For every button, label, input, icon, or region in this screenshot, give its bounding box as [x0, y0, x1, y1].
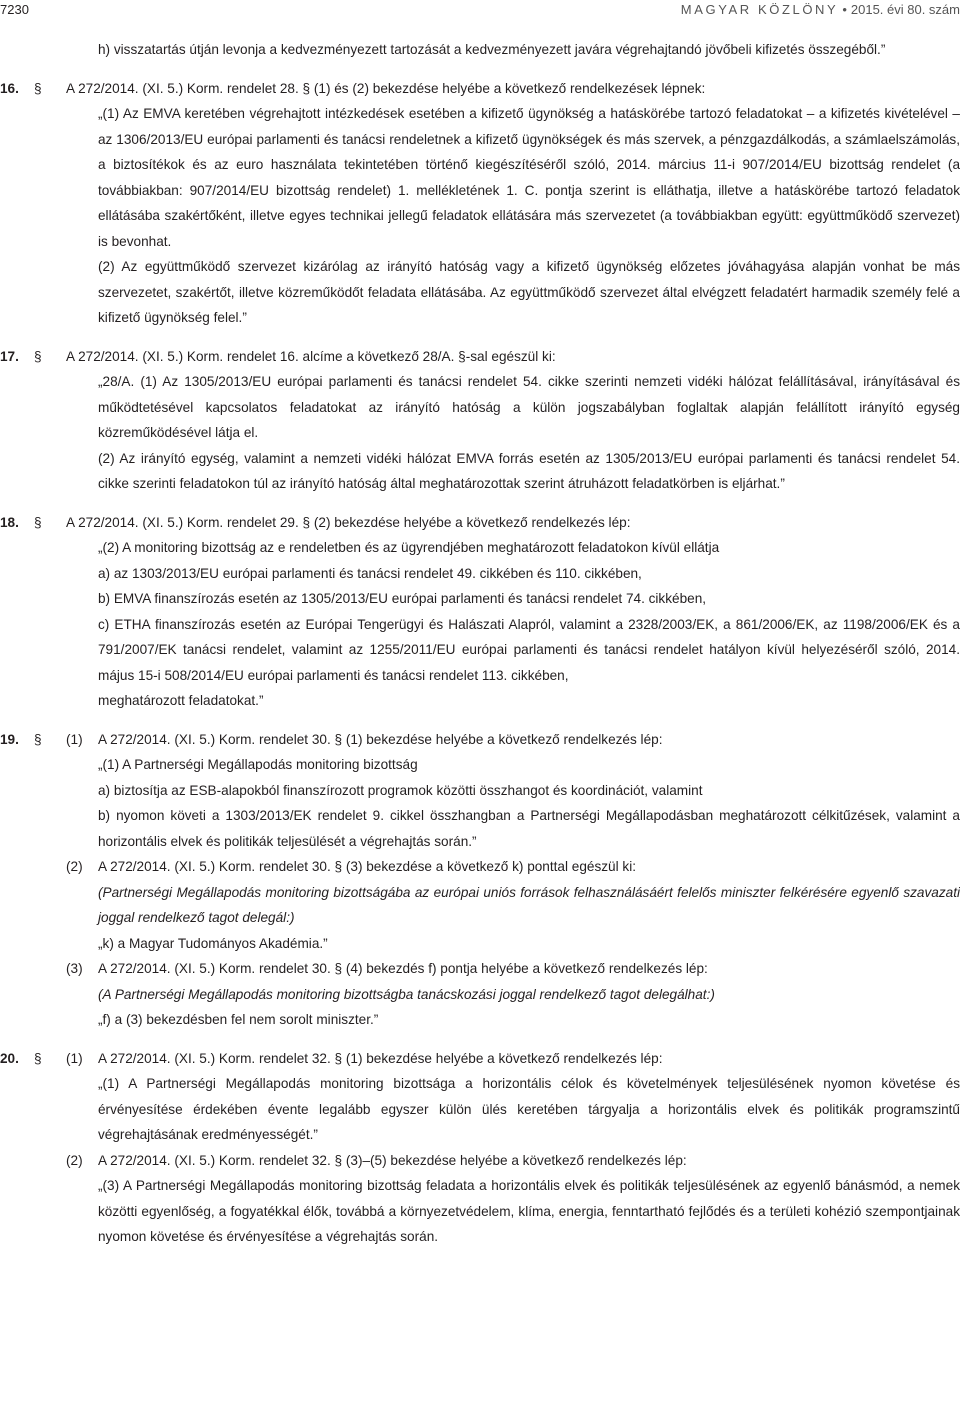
separator-dot: • — [842, 2, 847, 17]
section-18-point-c: c) ETHA finanszírozás esetén az Európai Tengerügyi és Halászati Alapról, valamint a 2328/2003/EK, a 861/2006/EK, az 1198/2006/EK és a 791/2007/EK tanácsi rendelet, valamint az 1255/2011/EU európai parlamenti és tanácsi rendelet hatályon kívül helyezéséről szóló, 2014. május 15-i 508/2014/EU európai parlamenti és tanácsi rendelet 113. cikkében, — [98, 616, 960, 683]
section-sign: § — [34, 1050, 42, 1066]
subsection-heading-text: A 272/2014. (XI. 5.) Korm. rendelet 32. § (3)–(5) bekezdése helyébe a következő rendelkezés lép: — [98, 1152, 687, 1168]
section-number: 19. — [0, 731, 19, 747]
section-number: 16. — [0, 80, 19, 96]
section-16-heading — [0, 76, 960, 102]
subsection-number: (2) — [66, 859, 83, 874]
section-20-1-paragraph: „(1) A Partnerségi Megállapodás monitoring bizottsága a horizontális célok és követelmények teljesülésének nyomon követése és érvényesítése érdekében évente legalább egyszer külön ülés keretében tárgyalja a horizontális elvek és politikák programszintű végrehajtásának eredményességét.” — [98, 1076, 960, 1142]
section-sign: § — [34, 348, 42, 364]
section-18-closing: meghatározott feladatokat.” — [98, 693, 264, 708]
section-number: 20. — [0, 1050, 19, 1066]
section-heading-text: A 272/2014. (XI. 5.) Korm. rendelet 29. § (2) bekezdése helyébe a következő rendelkezés lép: — [66, 514, 631, 530]
section-16-paragraph-1: „(1) Az EMVA keretében végrehajtott intézkedések esetében a kifizető ügynökség a hatáskörébe tartozó feladatokat – a kifizetés kivételével – az 1306/2013/EU európai parlamenti és tanácsi rendeletnek a kifizető ügynökségek és más szervek, a pénzgazdálkodás, a számlaelszámolás, a biztosítékok és az euro használata tekintetében történő kiegészítéséről szóló, 2014. március 11-i 907/2014/EU bizottság rendelet (a továbbiakban: 907/2014/EU bizottság rendelet) 1. mellékletének 1. C. pontja szerint is elláthatja, illetve a hatáskörébe tartozó feladatok ellátásába szakértőként, illetve egyes technikai jellegű feladatok ellátására más szervezetet (a továbbiakban együtt: együttműködő szervezet) is bevonhat. — [98, 106, 960, 249]
section-17-paragraph-2: (2) Az irányító egység, valamint a nemzeti vidéki hálózat EMVA forrás esetén az 1305/2013/EU európai parlamenti és tanácsi rendelet 54. cikke szerinti feladatokon túl az irányító hatóság által meghatározottak szerint átruházott feladatkörben is eljárhat.” — [98, 450, 960, 491]
section-number: 17. — [0, 348, 19, 364]
section-heading-text: A 272/2014. (XI. 5.) Korm. rendelet 28. § (1) és (2) bekezdése helyébe a következő rendelkezések lépnek: — [66, 80, 706, 96]
page-number: 7230 — [0, 2, 29, 17]
page-header — [0, 0, 960, 20]
section-20-subsection-2-heading — [0, 1148, 960, 1174]
section-19-3-context: (A Partnerségi Megállapodás monitoring bizottságba tanácskozási joggal rendelkező tagot delegálhat:) — [98, 986, 715, 1002]
section-18-point-b: b) EMVA finanszírozás esetén az 1305/2013/EU európai parlamenti és tanácsi rendelet 74. cikkében, — [98, 591, 707, 606]
journal-title: MAGYAR KÖZLÖNY — [680, 2, 839, 17]
subsection-number: (3) — [66, 961, 83, 976]
section-heading-text: A 272/2014. (XI. 5.) Korm. rendelet 16. alcíme a következő 28/A. §-sal egészül ki: — [66, 348, 556, 364]
subsection-number: (1) — [66, 731, 83, 747]
section-19-3-point-f: „f) a (3) bekezdésben fel nem sorolt miniszter.” — [98, 1012, 379, 1027]
section-18-heading — [0, 510, 960, 536]
subsection-number: (2) — [66, 1152, 83, 1168]
section-16-paragraph-2: (2) Az együttműködő szervezet kizárólag az irányító hatóság vagy a kifizető ügynökség előzetes jóváhagyása alapján vonhat be más szervezetet, szakértőt, illetve közreműködőt feladata ellátásába. Az együttműködő szervezet által elvégzett feladatért harmadik személy felé a kifizető ügynökség felel.” — [98, 259, 960, 325]
subsection-number: (1) — [66, 1050, 83, 1066]
section-20-2-paragraph: „(3) A Partnerségi Megállapodás monitoring bizottság feladata a horizontális elvek és politikák teljesülésének az egyenlő bánásmód, a nemek közötti egyenlőség, a fogyatékkal élők, továbbá a környezetvédelem, klíma, energia, fenntartható fejlődés és a területi kohézió szempontjainak nyomon követése és érvényesítése a végrehajtás során. — [98, 1178, 960, 1244]
subsection-heading-text: A 272/2014. (XI. 5.) Korm. rendelet 32. § (1) bekezdése helyébe a következő rendelkezés lép: — [98, 1050, 663, 1066]
subsection-heading-text: A 272/2014. (XI. 5.) Korm. rendelet 30. § (4) bekezdés f) pontja helyébe a következő rendelkezés lép: — [98, 961, 708, 976]
section-19-1-point-a: a) biztosítja az ESB-alapokból finanszírozott programok közötti összhangot és koordinációt, valamint — [98, 782, 703, 798]
section-17-heading — [0, 344, 960, 370]
section-19-2-point-k: „k) a Magyar Tudományos Akadémia.” — [98, 935, 328, 951]
section-19-2-context: (Partnerségi Megállapodás monitoring bizottságába az európai uniós források felhasználásáért felelős miniszter felkérésére egyenlő szavazati joggal rendelkező tagot delegál:) — [98, 884, 960, 925]
section-number: 18. — [0, 514, 19, 530]
section-18-paragraph-1: „(2) A monitoring bizottság az e rendeletben és az ügyrendjében meghatározott feladatokon kívül ellátja — [98, 540, 720, 555]
section-19-subsection-3-heading — [0, 956, 960, 982]
section-19-subsection-2-heading — [0, 854, 960, 880]
section-sign: § — [34, 731, 42, 747]
document-body — [0, 37, 960, 1250]
section-19-1-point-b: b) nyomon követi a 1303/2013/EK rendelet 9. cikkel összhangban a Partnerségi Megállapodásban meghatározott célkitűzések, valamint a horizontális elvek és politikák teljesülését a végrehajtás során.” — [98, 808, 960, 849]
section-17-paragraph-1: „28/A. (1) Az 1305/2013/EU európai parlamenti és tanácsi rendelet 54. cikke szerinti nemzeti vidéki hálózat felállításával, irányításával és működtetésével kapcsolatos feladatokat az irányító hatóság a külön jogszabályban foglaltak alapján felállított irányító egység közreműködésével látja el. — [98, 374, 960, 440]
section-18-point-a: a) az 1303/2013/EU európai parlamenti és tanácsi rendelet 49. cikkében és 110. cikkében, — [98, 565, 642, 581]
section-19-subsection-1-heading — [0, 727, 960, 753]
issue-number: 2015. évi 80. szám — [850, 2, 960, 17]
intro-paragraph: h) visszatartás útján levonja a kedvezményezett tartozását a kedvezményezett javára végrehajtandó jövőbeli kifizetés összegéből.” — [98, 42, 886, 57]
section-sign: § — [34, 514, 42, 530]
section-20-subsection-1-heading — [0, 1046, 960, 1072]
journal-masthead — [681, 2, 960, 18]
section-19-1-paragraph: „(1) A Partnerségi Megállapodás monitoring bizottság — [98, 757, 418, 772]
subsection-heading-text: A 272/2014. (XI. 5.) Korm. rendelet 30. § (3) bekezdése a következő k) ponttal egészül ki: — [98, 859, 637, 874]
subsection-heading-text: A 272/2014. (XI. 5.) Korm. rendelet 30. § (1) bekezdése helyébe a következő rendelkezés lép: — [98, 731, 663, 747]
section-sign: § — [34, 80, 42, 96]
